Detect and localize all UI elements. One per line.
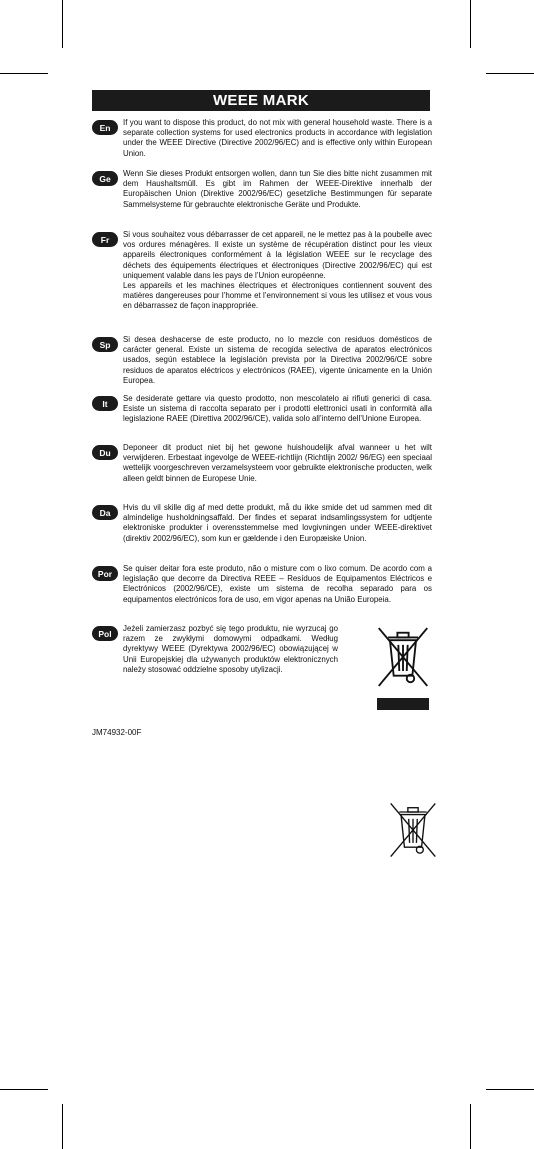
crossed-out-wheelie-bin-icon (375, 624, 431, 690)
crop-mark (62, 1104, 63, 1149)
notice-text (123, 503, 432, 544)
crop-mark (470, 0, 471, 48)
paragraph: Deponeer dit product niet bij het gewone huishoudelijk afval wanneer u het wilt verwijderen. Erbestaat ingevolge de WEEE-richtlijn (Richtlijn 2002/ 96/EG) een speciaal wettelijk voorgeschreven verzamelsysteem voor gebruikte elektronische producten, welk alleen geldt binnen de Europese Unie. (123, 443, 432, 483)
crop-mark (486, 1089, 534, 1090)
language-badge: Sp (92, 337, 118, 352)
language-badge: Fr (92, 232, 118, 247)
language-badge: Ge (92, 171, 118, 186)
notice-text (123, 118, 432, 159)
document-code: JM74932-00F (92, 728, 142, 737)
crop-mark (0, 73, 48, 74)
notice-text (123, 335, 432, 386)
crop-mark (62, 0, 63, 48)
notice-text (123, 624, 338, 675)
notice-text (123, 564, 432, 605)
language-badge: Pol (92, 626, 118, 641)
symbol-underline-bar (377, 698, 429, 710)
language-badge: Da (92, 505, 118, 520)
notice-text (123, 169, 432, 210)
language-badge: Du (92, 445, 118, 460)
page-title: WEEE MARK (92, 90, 430, 111)
language-badge: It (92, 396, 118, 411)
notice-text (123, 230, 432, 312)
language-badge: En (92, 120, 118, 135)
crop-mark (0, 1089, 48, 1090)
notice-text (123, 443, 432, 484)
paragraph: Si desea deshacerse de este producto, no lo mezcle con residuos domésticos de carácter general. Existe un sistema de recogida selectiva de aparatos electrónicos usados, según establece la legislación prevista por la Directiva 2002/96/CE sobre residuos de aparatos eléctricos y electrónicos (RAEE), vigente únicamente en la Unión Europea. (123, 335, 432, 385)
paragraph: Se quiser deitar fora este produto, não o misture com o lixo comum. De acordo com a legislação que decorre da Directiva REEE – Resíduos de Equipamentos Eléctricos e Electrónicos (2002/96/CE), existe um sistema de recolha separado para os equipamentos electrónicos fora de uso, em vigor apenas na União Europeia. (123, 564, 432, 604)
crop-mark (486, 73, 534, 74)
paragraph: Wenn Sie dieses Produkt entsorgen wollen, dann tun Sie dies bitte nicht zusammen mit dem Haushaltsmüll. Es gibt im Rahmen der WEEE-Direktive innerhalb der Europäischen Union (Direktive 2002/96/EC) gesetzliche Bestimmungen für separate Sammelsysteme für gebrauchte elektronische Geräte und Produkte. (123, 169, 432, 209)
crossed-out-wheelie-bin-icon (383, 800, 443, 860)
paragraph: Les appareils et les machines électriques et électroniques contiennent souvent des matières dangereuses pour l’homme et l’environnement si vous les utilisez et vous vous en débarrassez de façon inappropriée. (123, 281, 432, 311)
paragraph: Hvis du vil skille dig af med dette produkt, må du ikke smide det ud sammen med dit almindelige husholdningsaffald. Der findes et separat indsamlingssystem for udtjente elektroniske produkter i overensstemmelse med lovgivningen under WEEE-direktivet (direktiv 2002/96/EC), som kun er gældende i den Europæiske Union. (123, 503, 432, 543)
language-badge: Por (92, 566, 118, 581)
notice-text (123, 394, 432, 425)
crop-mark (470, 1104, 471, 1149)
paragraph: Jeżeli zamierzasz pozbyć się tego produktu, nie wyrzucaj go razem ze zwykłymi domowymi odpadkami. Według dyrektywy WEEE (Dyrektywa 2002/96/EC) obowiązującej w Unii Europejskiej dla używanych produktów elektronicznych należy stosować oddzielne sposoby utylizacji. (123, 624, 338, 674)
paragraph: If you want to dispose this product, do not mix with general household waste. There is a separate collection systems for used electronics products in accordance with legislation under the WEEE Directive (Directive 2002/96/EC) and is effective only within European Union. (123, 118, 432, 158)
paragraph: Si vous souhaitez vous débarrasser de cet appareil, ne le mettez pas à la poubelle avec vos ordures ménagères. Il existe un système de récupération distinct pour les vieux appareils électroniques conformément à la législation WEEE sur le recyclage des déchets des équipements électriques et électroniques (Directive 2002/96/EC) qui est uniquement valable dans les pays de l’Union européenne. (123, 230, 432, 280)
paragraph: Se desiderate gettare via questo prodotto, non mescolatelo ai rifiuti generici di casa. Esiste un sistema di raccolta separato per i prodotti elettronici usati in conformità alla legislazione RAEE (Direttiva 2002/96/CE), valida solo all’interno dell’Unione Europea. (123, 394, 432, 424)
